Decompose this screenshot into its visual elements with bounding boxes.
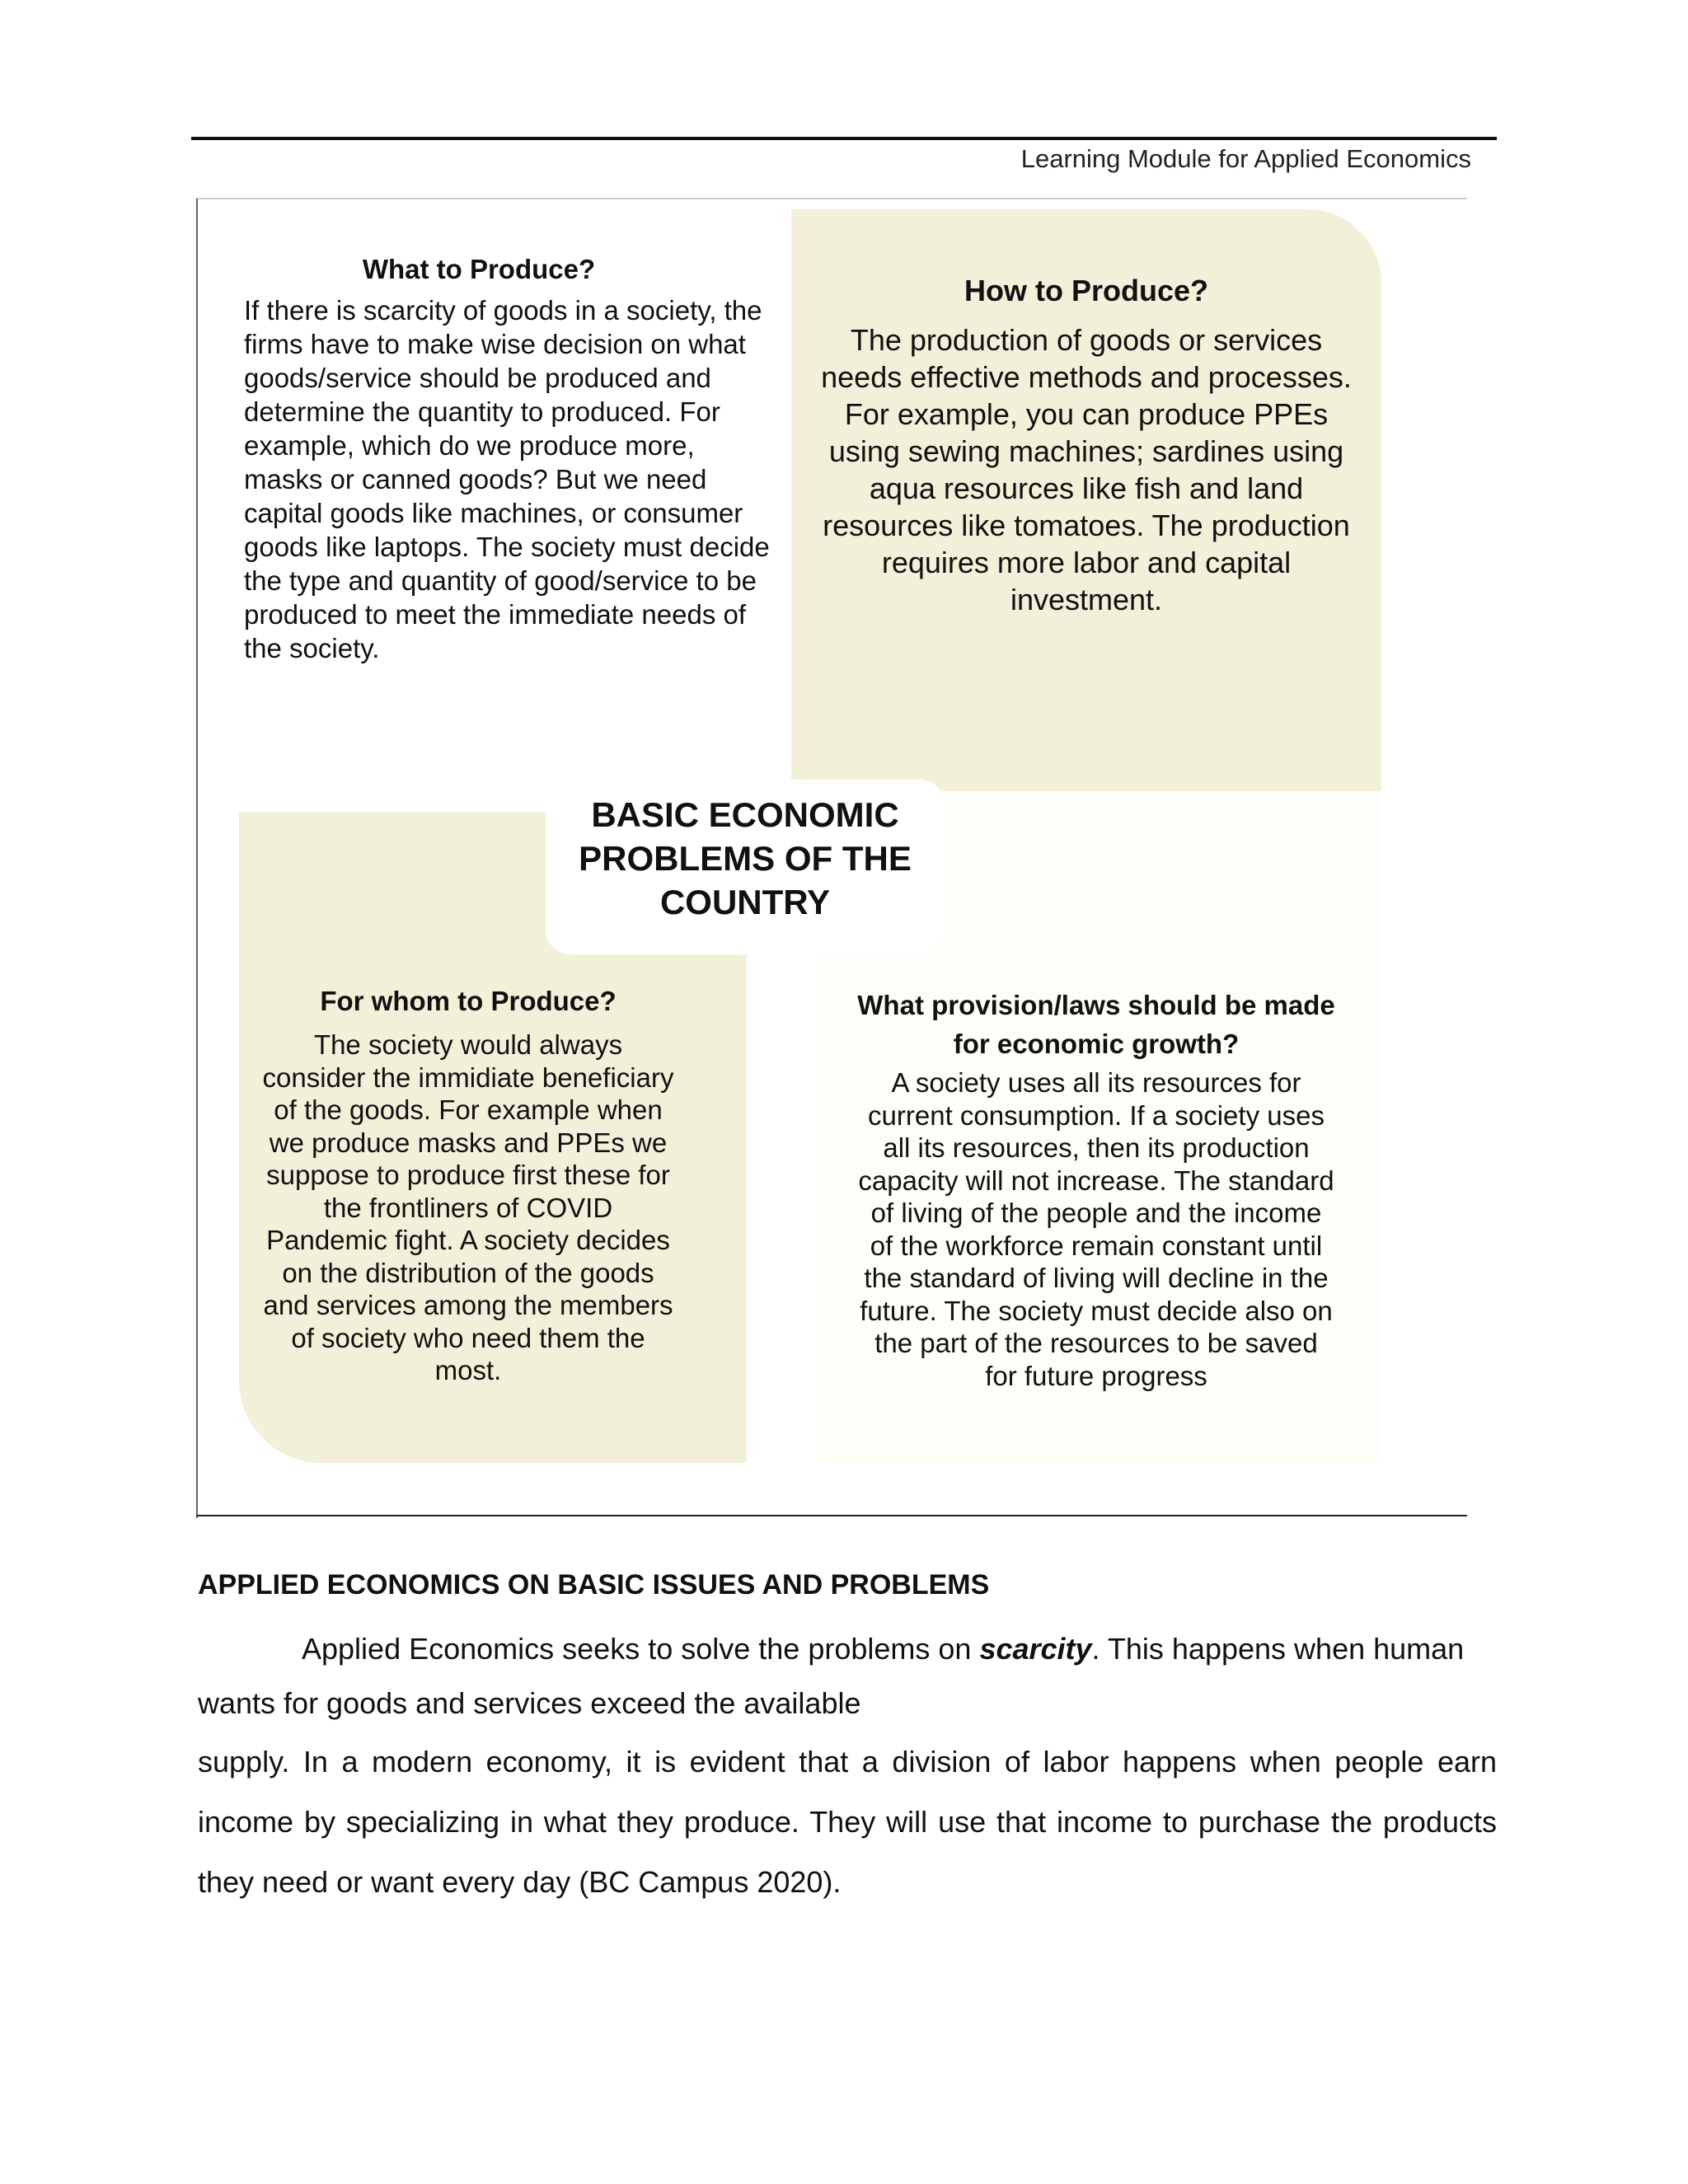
what-to-produce-heading: What to Produce?: [362, 254, 596, 284]
provision-laws-block: [857, 986, 1335, 1392]
provision-laws-heading: What provision/laws should be made for economic growth?: [857, 990, 1335, 1059]
for-whom-body: The society would always consider the immidiate beneficiary of the goods. For example when we produce masks and PPEs we suppose to produce first these for the frontliners of COVID Pandemic fight. A society decides on the distribution of the goods and services among the members of society who need them the most.: [262, 1029, 674, 1385]
module-header-title: Learning Module for Applied Economics: [1020, 144, 1471, 173]
section-title: APPLIED ECONOMICS ON BASIC ISSUES AND PROBLEMS: [198, 1569, 990, 1601]
paragraph-scarcity: [198, 1622, 1497, 1731]
diagram-center-title: BASIC ECONOMIC PROBLEMS OF THE COUNTRY: [579, 795, 912, 921]
provision-laws-body: A society uses all its resources for current consumption. If a society uses all its resources, then its production capacity will not increase. The standard of living of the people and the income of the workforce remain constant until the standard of living will decline in the future. The society must decide also on the part of the resources to be saved for future progress: [858, 1067, 1334, 1391]
how-to-produce-heading: How to Produce?: [964, 274, 1208, 307]
header-rule: [191, 137, 1497, 140]
what-to-produce-block: [244, 254, 771, 665]
paragraph-scarcity-text-2: . This happens when human wants for goods and services exceed the available: [198, 1632, 1465, 1720]
paragraph-division-of-labor: supply. In a modern economy, it is evident that a division of labor happens when people earn income by specializing in what they produce. They will use that income to purchase the products they need or want every day (BC Campus 2020).: [198, 1745, 1497, 1899]
for-whom-heading: For whom to Produce?: [320, 986, 617, 1016]
how-to-produce-block: [814, 274, 1358, 618]
what-to-produce-body: If there is scarcity of goods in a society, the firms have to make wise decision on what goods/service should be produced and determine the quantity to produced. For example, which do we produce more, masks or canned goods? But we need capital goods like machines, or consumer goods like laptops. The society must decide the type and quantity of good/service to be produced to meet the immediate needs of the society.: [244, 295, 770, 663]
how-to-produce-body: The production of goods or services needs effective methods and processes. For example, you can produce PPEs using sewing machines; sardines using aqua resources like fish and land resources like tomatoes. The production requires more labor and capital investment.: [821, 323, 1352, 616]
diagram-frame-bottom-rule: [196, 1515, 1467, 1516]
for-whom-block: [262, 986, 674, 1387]
scarcity-emphasis: scarcity: [979, 1632, 1092, 1666]
paragraph-scarcity-text-1: Applied Economics seeks to solve the problems on: [302, 1632, 980, 1666]
